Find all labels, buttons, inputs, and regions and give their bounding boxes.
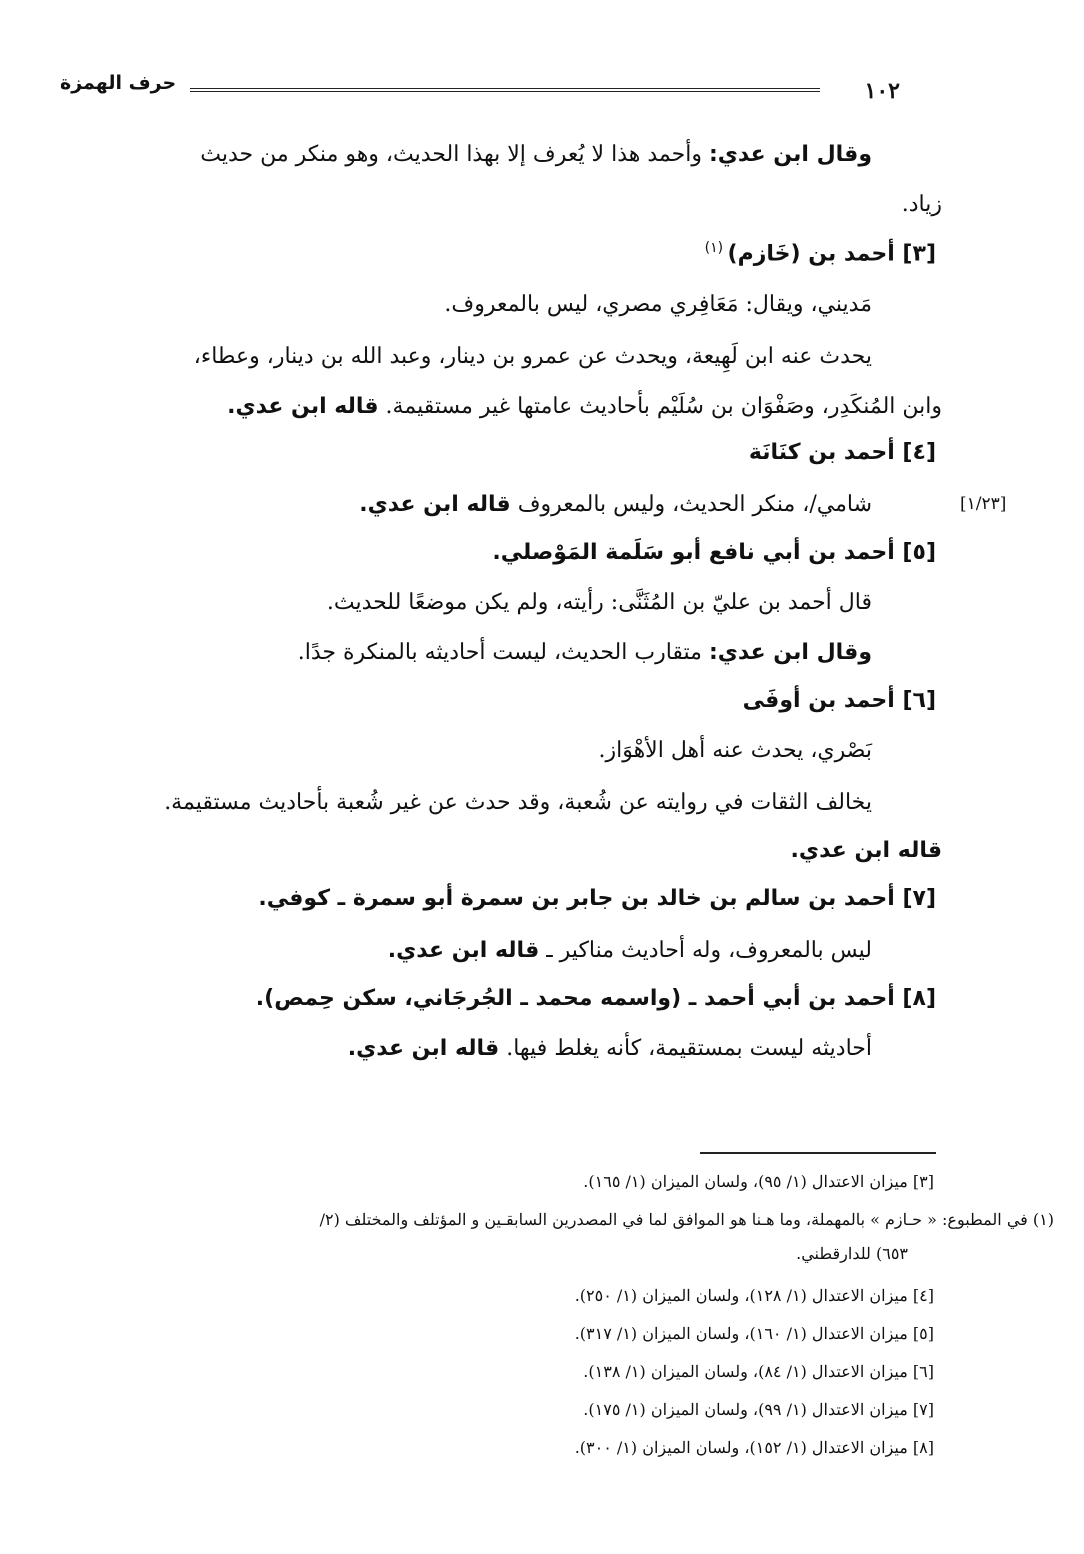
entry-heading-5: [٥] أحمد بن أبي نافع أبو سَلَمة المَوْصلي. — [492, 540, 936, 565]
body-line-1 — [200, 142, 872, 168]
body-text: متقارب الحديث، ليست أحاديثه بالمنكرة جدًا. — [297, 640, 709, 665]
footnote-1-line-1: (١) في المطبوع: « حـازم » بالمهملة، وما هـنا هو الموافق لما في المصدرين السابقـين و المؤتلف والمختلف (٢/ — [319, 1210, 1054, 1229]
body-text: شامي/، منكر الحديث، وليس بالمعروف — [510, 492, 872, 517]
footnote-separator — [700, 1152, 936, 1154]
body-line-6b: يخالف الثقات في روايته عن شُعبة، وقد حدث عن غير شُعبة بأحاديث مستقيمة. — [164, 790, 872, 815]
body-line-2: زياد. — [901, 192, 942, 217]
body-line-5a: قال أحمد بن عليّ بن المُثَنَّى: رأيته، ولم يكن موضعًا للحديث. — [326, 590, 872, 615]
speaker-label: وقال ابن عدي: — [708, 142, 872, 167]
body-line-4 — [359, 492, 872, 518]
footnote-8: [٨] ميزان الاعتدال (١/ ١٥٢)، ولسان الميزان (١/ ٣٠٠). — [574, 1438, 934, 1457]
entry-heading-6: [٦] أحمد بن أوفَى — [742, 688, 936, 713]
body-text: وأحمد هذا لا يُعرف إلا بهذا الحديث، وهو منكر من حديث — [200, 142, 709, 167]
footnote-1-line-2: ٦٥٣) للدارقطني. — [796, 1244, 908, 1263]
body-line-6a: بَصْري، يحدث عنه أهل الأهْوَاز. — [598, 738, 872, 763]
entry-heading-8: [٨] أحمد بن أبي أحمد ـ (واسمه محمد ـ الجُرجَاني، سكن حِمص). — [255, 986, 936, 1011]
entry-heading-4: [٤] أحمد بن كنَانَة — [748, 440, 936, 465]
body-line-6c: قاله ابن عدي. — [790, 838, 942, 863]
footnote-7: [٧] ميزان الاعتدال (١/ ٩٩)، ولسان الميزان (١/ ١٧٥). — [583, 1400, 934, 1419]
entry-title: [٣] أحمد بن (خَازم) — [727, 241, 936, 267]
page-number: ١٠٢ — [864, 78, 900, 104]
body-line-8 — [348, 1036, 872, 1062]
margin-reference: [١/٢٣] — [960, 494, 1007, 514]
attribution: قاله ابن عدي. — [227, 394, 379, 419]
header-rule-secondary — [190, 91, 820, 92]
attribution: قاله ابن عدي. — [347, 1036, 500, 1061]
body-line-3a: مَديني، ويقال: مَعَافِري مصري، ليس بالمعروف. — [444, 292, 872, 317]
body-line-5b — [298, 640, 872, 666]
body-line-3b: يحدث عنه ابن لَهِيعة، ويحدث عن عمرو بن دينار، وعبد الله بن دينار، وعطاء، — [193, 344, 872, 369]
footnote-5: [٥] ميزان الاعتدال (١/ ١٦٠)، ولسان الميزان (١/ ٣١٧). — [574, 1324, 934, 1343]
footnote-4: [٤] ميزان الاعتدال (١/ ١٢٨)، ولسان الميزان (١/ ٢٥٠). — [574, 1286, 934, 1305]
footnote-marker: (١) — [704, 240, 728, 256]
body-text: وابن المُنكَدِر، وصَفْوَان بن سُلَيْم بأحاديث عامتها غير مستقيمة. — [378, 394, 942, 419]
body-line-7 — [388, 938, 872, 964]
footnote-6: [٦] ميزان الاعتدال (١/ ٨٤)، ولسان الميزان (١/ ١٣٨). — [583, 1362, 934, 1381]
footnote-3: [٣] ميزان الاعتدال (١/ ٩٥)، ولسان الميزان (١/ ١٦٥). — [583, 1172, 934, 1191]
running-title: حرف الهمزة — [60, 72, 177, 94]
attribution: قاله ابن عدي. — [387, 938, 540, 963]
body-line-3c — [227, 394, 942, 420]
attribution: قاله ابن عدي. — [359, 492, 511, 517]
entry-heading-7: [٧] أحمد بن سالم بن خالد بن جابر بن سمرة أبو سمرة ـ كوفي. — [258, 886, 936, 911]
speaker-label: وقال ابن عدي: — [708, 640, 872, 665]
entry-heading-3 — [705, 240, 936, 268]
body-text: أحاديثه ليست بمستقيمة، كأنه يغلط فيها. — [499, 1036, 872, 1061]
header-rule — [190, 88, 820, 89]
body-text: ليس بالمعروف، وله أحاديث مناكير ـ — [539, 938, 872, 963]
